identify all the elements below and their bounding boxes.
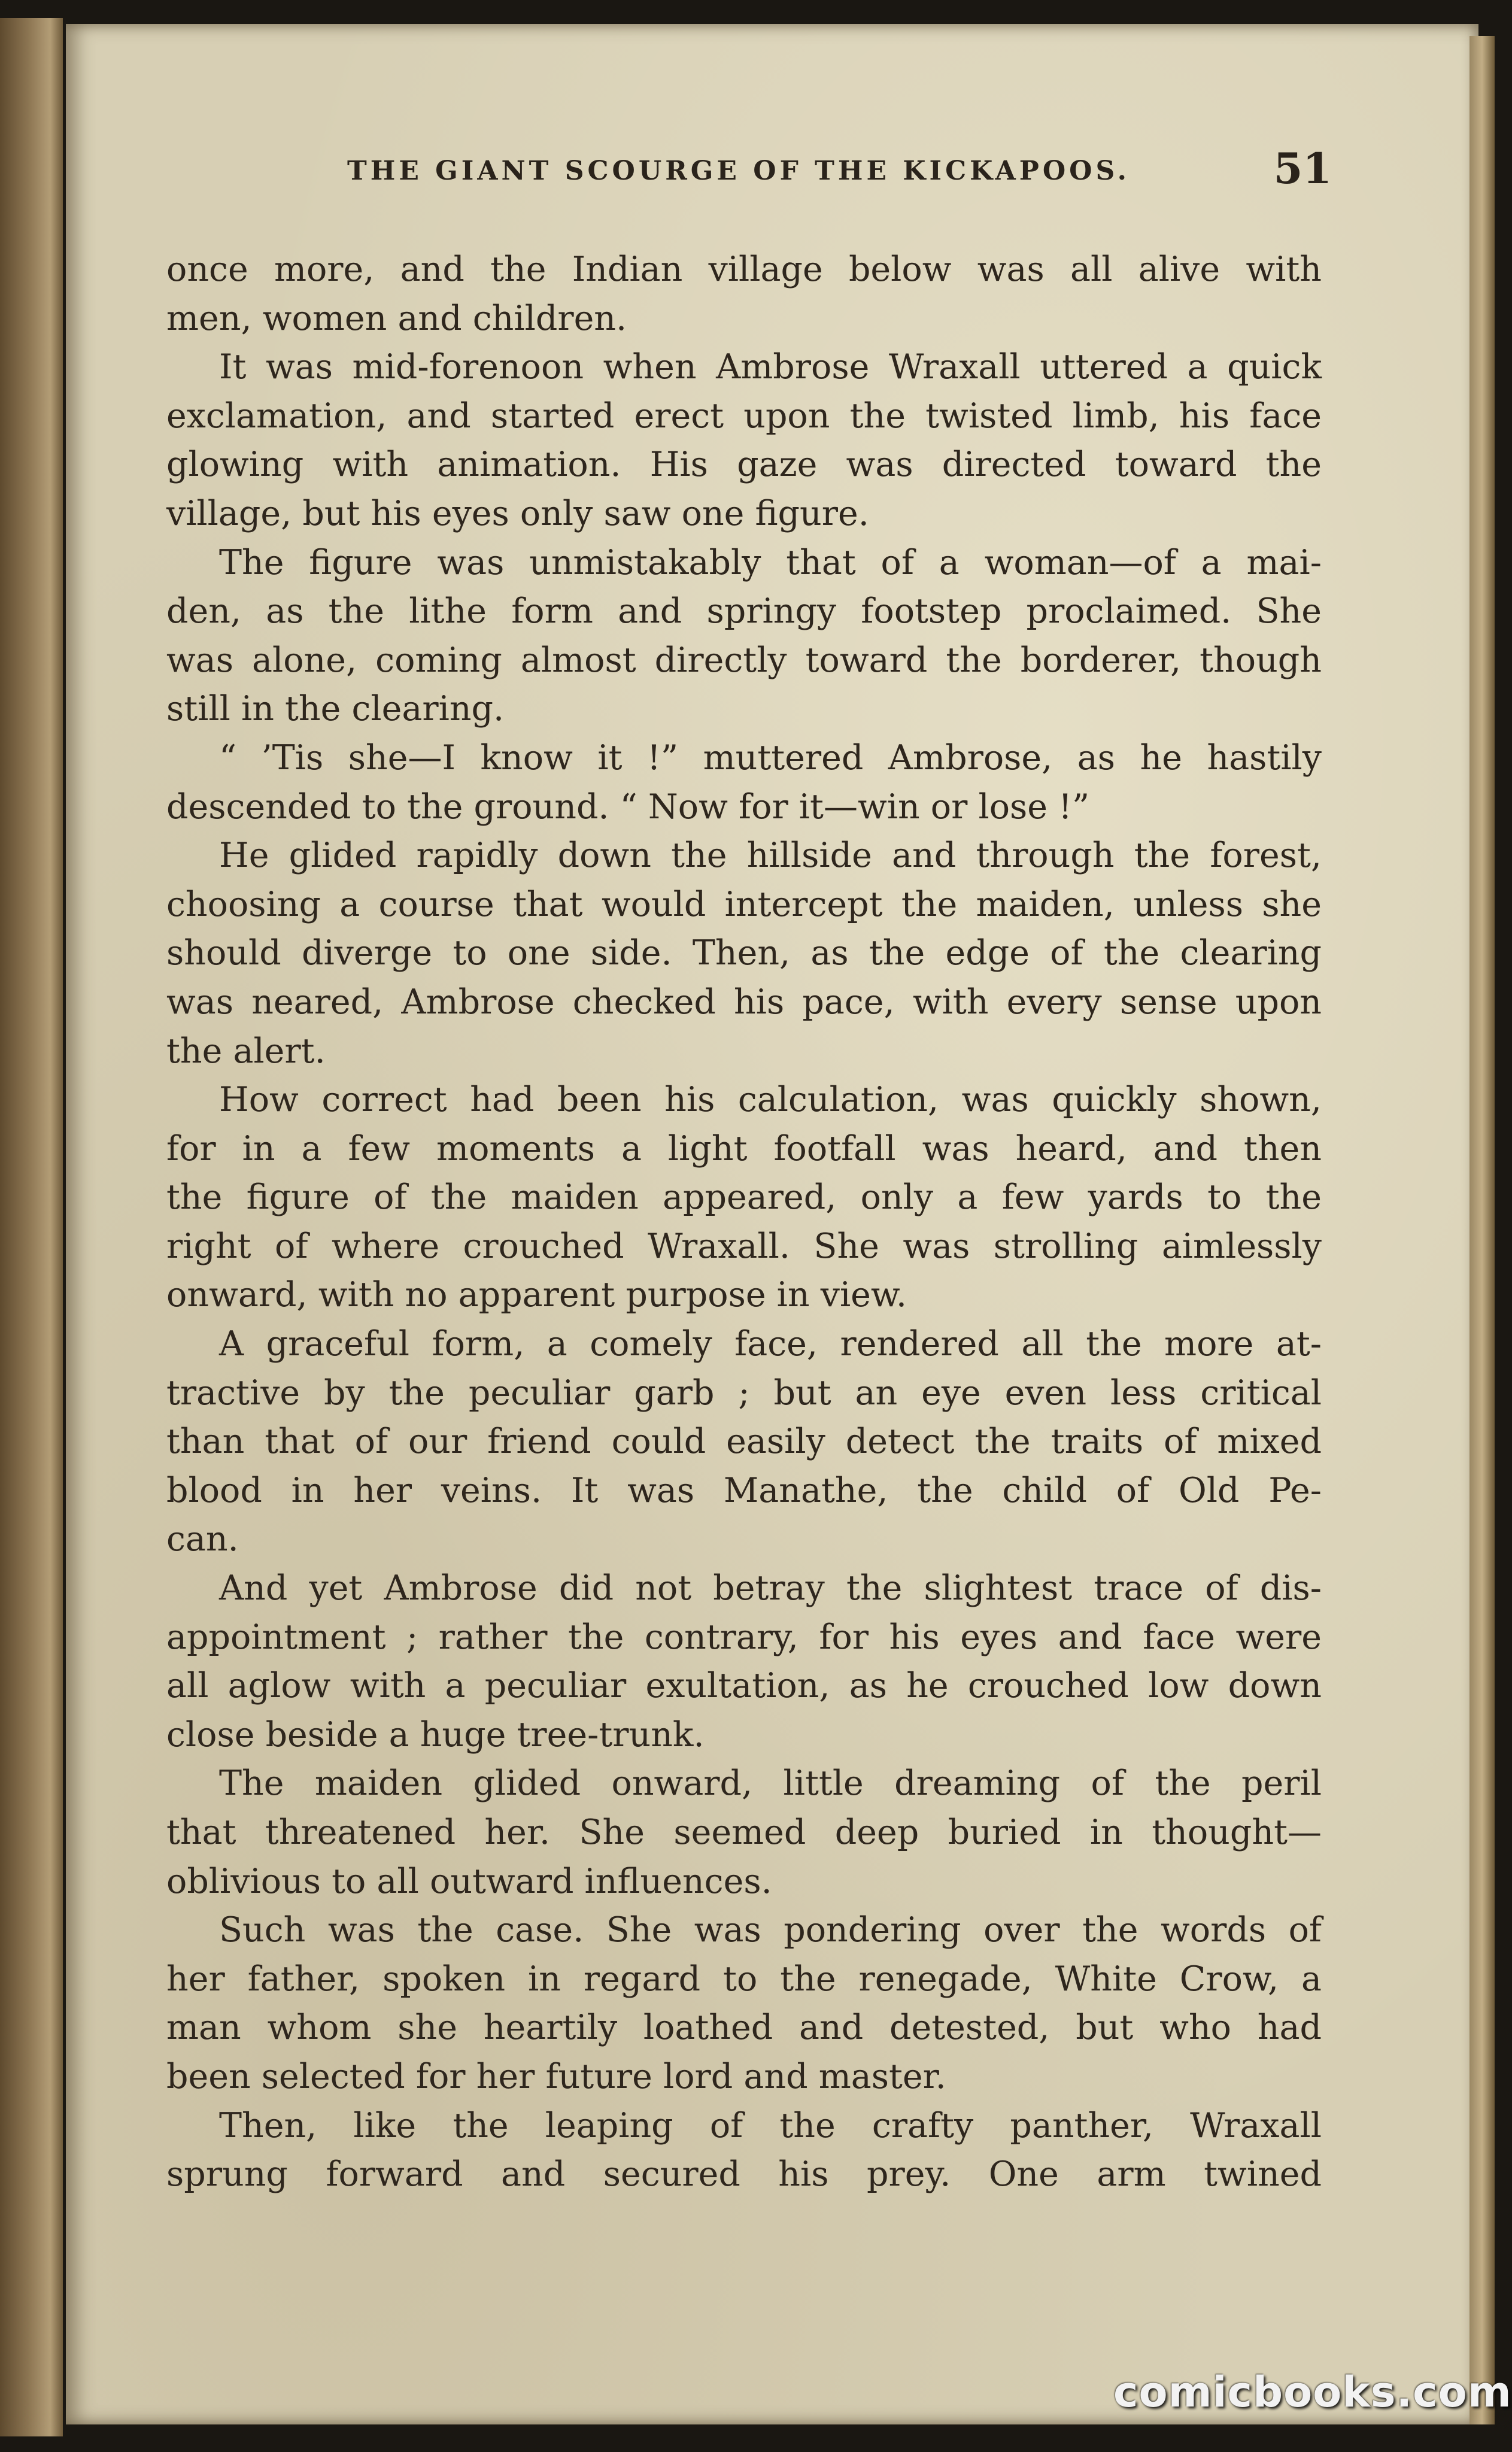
text-line: appointment ; rather the contrary, for his eyes and face were	[166, 1617, 1322, 1657]
text-line: The figure was unmistakably that of a woman—of a mai-	[219, 542, 1322, 582]
text-line: was neared, Ambrose checked his pace, with every sense upon	[166, 982, 1322, 1022]
text-line: can.	[166, 1519, 239, 1559]
text-line: descended to the ground. “ Now for it—win or lose !”	[166, 787, 1090, 827]
text-line: How correct had been his calculation, was quickly shown,	[219, 1080, 1322, 1120]
text-line: once more, and the Indian village below was all alive with	[166, 250, 1322, 289]
text-line: should diverge to one side. Then, as the edge of the clearing	[166, 933, 1322, 973]
text-line: village, but his eyes only saw one figure.	[166, 493, 869, 533]
text-line: still in the clearing.	[166, 689, 505, 729]
text-line: oblivious to all outward influences.	[166, 1861, 772, 1901]
text-line: tractive by the peculiar garb ; but an eye even less critical	[166, 1373, 1322, 1413]
text-line: that threatened her. She seemed deep buried in thought—	[166, 1813, 1322, 1852]
text-line: blood in her veins. It was Manathe, the child of Old Pe-	[166, 1470, 1322, 1510]
text-line: close beside a huge tree-trunk.	[166, 1714, 705, 1755]
text-line: Then, like the leaping of the crafty panther, Wraxall	[219, 2105, 1322, 2146]
text-line: her father, spoken in regard to the renegade, White Crow, a	[166, 1959, 1322, 1999]
text-line: It was mid-forenoon when Ambrose Wraxall uttered a quick	[219, 347, 1322, 387]
text-line: all aglow with a peculiar exultation, as he crouched low down	[166, 1666, 1322, 1706]
text-line: exclamation, and started erect upon the twisted limb, his face	[166, 396, 1322, 436]
text-line: than that of our friend could easily detect the traits of mixed	[166, 1422, 1322, 1462]
text-line: choosing a course that would intercept the maiden, unless she	[166, 884, 1322, 924]
text-line: men, women and children.	[166, 298, 627, 338]
running-head	[168, 139, 1332, 199]
text-line: been selected for her future lord and master.	[166, 2056, 946, 2096]
text-line: den, as the lithe form and springy footstep proclaimed. She	[166, 591, 1322, 632]
text-line: Such was the case. She was pondering over the words of	[219, 1910, 1322, 1950]
running-title: THE GIANT SCOURGE OF THE KICKAPOOS.	[347, 156, 1131, 186]
text-line: “ ’Tis she—I know it !” muttered Ambrose, as he hastily	[219, 738, 1322, 778]
text-line: right of where crouched Wraxall. She was strolling aimlessly	[166, 1226, 1322, 1266]
text-line: A graceful form, a comely face, rendered all the more at-	[219, 1324, 1322, 1364]
text-line: for in a few moments a light footfall was heard, and then	[166, 1128, 1322, 1169]
text-line: the figure of the maiden appeared, only a few yards to the	[166, 1178, 1322, 1218]
text-line: glowing with animation. His gaze was directed toward the	[166, 445, 1322, 485]
right-page-edge	[1470, 36, 1495, 2424]
text-line: The maiden glided onward, little dreaming of the peril	[219, 1764, 1322, 1804]
site-watermark: comicbooks.com	[1113, 2368, 1512, 2417]
text-line: onward, with no apparent purpose in view.	[166, 1275, 907, 1315]
body-text	[166, 245, 1322, 2199]
left-page-edge	[0, 18, 63, 2436]
text-line: man whom she heartily loathed and detested, but who had	[166, 2008, 1322, 2048]
text-line: the alert.	[166, 1031, 326, 1071]
text-line: was alone, coming almost directly toward the borderer, though	[166, 640, 1322, 680]
page-number: 51	[1273, 144, 1332, 193]
text-line: He glided rapidly down the hillside and through the forest,	[219, 836, 1322, 876]
text-line: sprung forward and secured his prey. One arm twined	[166, 2154, 1322, 2195]
text-line: And yet Ambrose did not betray the slightest trace of dis-	[219, 1568, 1322, 1609]
